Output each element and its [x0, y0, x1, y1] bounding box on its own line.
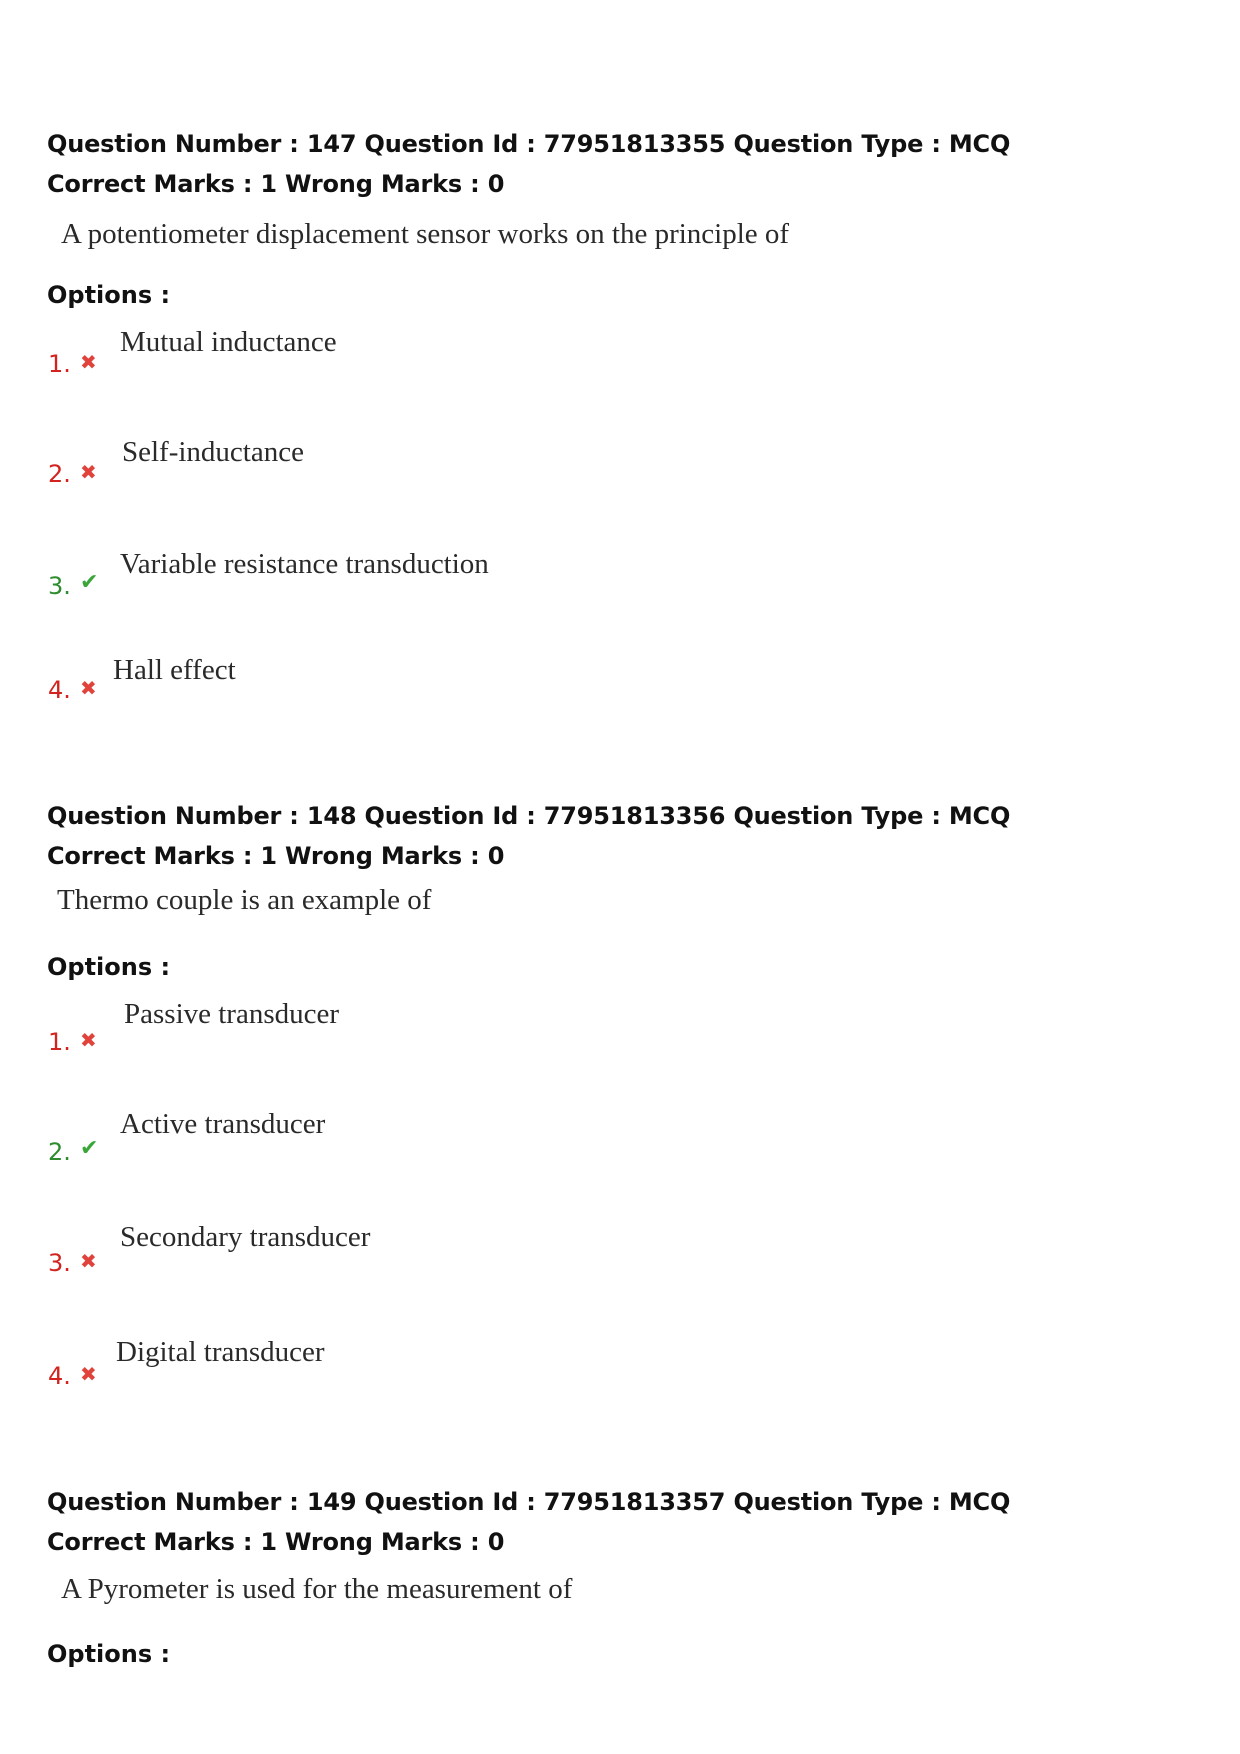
- question-header: Question Number : 149 Question Id : 77951813357 Question Type : MCQ: [47, 1488, 1011, 1516]
- options-label: Options :: [47, 281, 171, 309]
- option-4: [0, 1336, 1240, 1396]
- cross-icon: ✖: [80, 1362, 97, 1386]
- option-2: [0, 1108, 1240, 1168]
- option-number: 1.: [48, 1028, 71, 1056]
- check-icon: ✔: [80, 570, 99, 595]
- option-text: Active transducer: [120, 1108, 326, 1140]
- option-number: 2.: [48, 460, 71, 488]
- cross-icon: ✖: [80, 350, 97, 374]
- option-3: [0, 1221, 1240, 1281]
- question-marks: Correct Marks : 1 Wrong Marks : 0: [47, 842, 505, 870]
- question-text: A potentiometer displacement sensor works on the principle of: [61, 218, 790, 250]
- option-text: Secondary transducer: [120, 1221, 371, 1253]
- check-icon: ✔: [80, 1136, 99, 1161]
- option-number: 3.: [48, 572, 71, 600]
- option-2: [0, 436, 1240, 496]
- option-text: Digital transducer: [116, 1336, 325, 1368]
- option-4: [0, 654, 1240, 714]
- options-label: Options :: [47, 1640, 171, 1668]
- option-number: 1.: [48, 350, 71, 378]
- option-number: 4.: [48, 1362, 71, 1390]
- question-header: Question Number : 148 Question Id : 77951813356 Question Type : MCQ: [47, 802, 1011, 830]
- option-3: [0, 548, 1240, 608]
- cross-icon: ✖: [80, 676, 97, 700]
- options-label: Options :: [47, 953, 171, 981]
- option-1: [0, 326, 1240, 386]
- question-marks: Correct Marks : 1 Wrong Marks : 0: [47, 1528, 505, 1556]
- question-marks: Correct Marks : 1 Wrong Marks : 0: [47, 170, 505, 198]
- cross-icon: ✖: [80, 1028, 97, 1052]
- question-header: Question Number : 147 Question Id : 77951813355 Question Type : MCQ: [47, 130, 1011, 158]
- option-number: 4.: [48, 676, 71, 704]
- option-text: Self-inductance: [122, 436, 304, 468]
- question-text: A Pyrometer is used for the measurement of: [61, 1573, 573, 1605]
- question-text: Thermo couple is an example of: [57, 884, 432, 916]
- option-text: Passive transducer: [124, 998, 340, 1030]
- option-text: Variable resistance transduction: [120, 548, 489, 580]
- option-number: 3.: [48, 1249, 71, 1277]
- cross-icon: ✖: [80, 1249, 97, 1273]
- option-1: [0, 998, 1240, 1058]
- cross-icon: ✖: [80, 460, 97, 484]
- option-text: Mutual inductance: [120, 326, 337, 358]
- option-text: Hall effect: [113, 654, 236, 686]
- option-number: 2.: [48, 1138, 71, 1166]
